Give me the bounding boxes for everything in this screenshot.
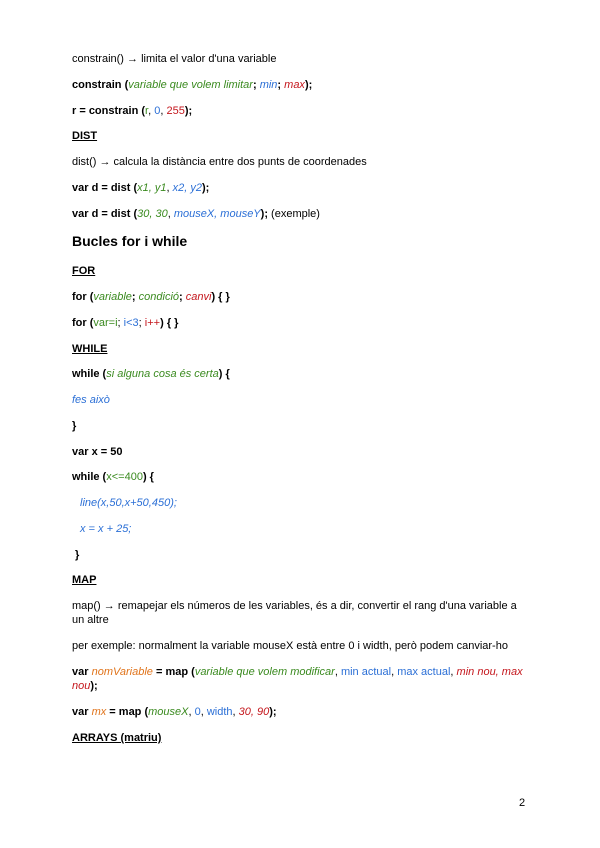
code-fragment: mouseX	[148, 706, 189, 718]
code-fragment: ) { }	[211, 291, 230, 303]
code-fragment: );	[269, 706, 277, 718]
code-fragment: var	[72, 706, 92, 718]
dist-description: dist() → calcula la distància entre dos punts de coordenades	[72, 156, 367, 168]
code-fragment: mx	[91, 706, 107, 718]
code-fragment: (exemple)	[267, 208, 320, 220]
while-heading: WHILE	[72, 343, 108, 355]
while-body: fes això	[72, 394, 110, 406]
code-fragment: ,	[148, 105, 155, 117]
code-fragment: constrain (	[72, 79, 129, 91]
dist-heading: DIST	[72, 130, 98, 142]
code-fragment: ,	[160, 105, 167, 117]
code-fragment: ;	[277, 79, 285, 91]
map-description-line1: map() → remapejar els números de les variables, és a dir, convertir el rang d'una variable a	[72, 600, 517, 612]
code-fragment: x1, y1	[137, 182, 167, 194]
code-fragment: variable que volem modificar	[194, 666, 335, 678]
code-fragment: r = constrain (	[72, 105, 146, 117]
code-fragment: 255	[166, 105, 185, 117]
while-close-brace: }	[72, 420, 77, 432]
code-fragment: x2, y2	[172, 182, 202, 194]
while-example-increment: x = x + 25;	[80, 523, 132, 535]
for-heading: FOR	[72, 265, 96, 277]
code-fragment: var=i	[93, 317, 118, 329]
code-fragment: ;	[117, 317, 124, 329]
code-fragment: for (	[72, 317, 94, 329]
var-x-declaration: var x = 50	[72, 446, 123, 458]
code-fragment: max actual	[397, 666, 451, 678]
constrain-syntax	[72, 78, 312, 92]
code-fragment: ,	[167, 208, 174, 220]
code-fragment: variable que volem limitar	[128, 79, 253, 91]
code-fragment: 30, 30	[137, 208, 168, 220]
code-fragment: var d = dist (	[72, 208, 138, 220]
while-example-line-call: line(x,50,x+50,450);	[80, 497, 177, 509]
code-fragment: );	[260, 208, 268, 220]
code-fragment: for (	[72, 291, 94, 303]
code-fragment: ,	[334, 666, 341, 678]
map-heading: MAP	[72, 574, 97, 586]
code-fragment: );	[90, 680, 98, 692]
code-fragment: ;	[252, 79, 260, 91]
code-fragment: min actual	[340, 666, 392, 678]
dist-syntax	[72, 181, 209, 195]
while-example	[72, 470, 154, 484]
code-fragment: 0	[154, 105, 161, 117]
map-example-note: per exemple: normalment la variable mouseX està entre 0 i width, però podem canviar-ho	[72, 640, 508, 652]
code-fragment: 30, 90	[238, 706, 270, 718]
code-fragment: ) {	[218, 368, 230, 380]
code-fragment: ;	[131, 291, 139, 303]
code-fragment: );	[304, 79, 313, 91]
map-syntax-line1	[72, 665, 523, 679]
code-fragment: ,	[232, 706, 239, 718]
code-fragment: while (	[72, 471, 107, 483]
code-fragment: r	[145, 105, 149, 117]
code-fragment: );	[184, 105, 193, 117]
code-fragment: nomVariable	[91, 666, 153, 678]
loops-section-heading: Bucles for i while	[72, 233, 188, 249]
constrain-example	[72, 104, 192, 118]
code-fragment: condició	[138, 291, 180, 303]
code-fragment: ;	[138, 317, 145, 329]
while-syntax	[72, 367, 230, 381]
code-fragment: var d = dist (	[72, 182, 138, 194]
map-description-line2: un altre	[72, 614, 109, 626]
code-fragment: ;	[179, 291, 186, 303]
code-fragment: ) {	[142, 471, 154, 483]
code-fragment: mouseX, mouseY	[173, 208, 261, 220]
code-fragment: var	[72, 666, 92, 678]
for-example	[72, 316, 178, 330]
dist-example	[72, 207, 320, 221]
code-fragment: ,	[188, 706, 195, 718]
constrain-description: constrain() → limita el valor d'una variable	[72, 53, 277, 65]
code-fragment: ,	[200, 706, 207, 718]
code-fragment: ,	[450, 666, 457, 678]
code-fragment: x<=400	[106, 471, 143, 483]
page-number: 2	[519, 797, 526, 809]
code-fragment: si alguna cosa és certa	[106, 368, 219, 380]
code-fragment: i<3	[123, 317, 139, 329]
code-fragment: );	[201, 182, 210, 194]
code-fragment: max	[284, 79, 305, 91]
code-fragment: 0	[194, 706, 201, 718]
code-fragment: min nou, max	[456, 666, 523, 678]
map-syntax-line2	[72, 679, 98, 693]
for-syntax	[72, 290, 230, 304]
while-example-close-brace: }	[75, 549, 80, 561]
map-example	[72, 705, 277, 719]
code-fragment: while (	[72, 368, 107, 380]
code-fragment: ,	[391, 666, 398, 678]
code-fragment: i++	[144, 317, 161, 329]
code-fragment: variable	[93, 291, 132, 303]
code-fragment: = map (	[106, 706, 149, 718]
code-fragment: canvi	[185, 291, 212, 303]
arrays-heading: ARRAYS (matriu)	[72, 732, 162, 744]
code-fragment: min	[259, 79, 278, 91]
code-fragment: = map (	[152, 666, 195, 678]
code-fragment: ) { }	[160, 317, 179, 329]
code-fragment: width	[206, 706, 233, 718]
code-fragment: nou	[72, 680, 91, 692]
code-fragment: ,	[166, 182, 173, 194]
